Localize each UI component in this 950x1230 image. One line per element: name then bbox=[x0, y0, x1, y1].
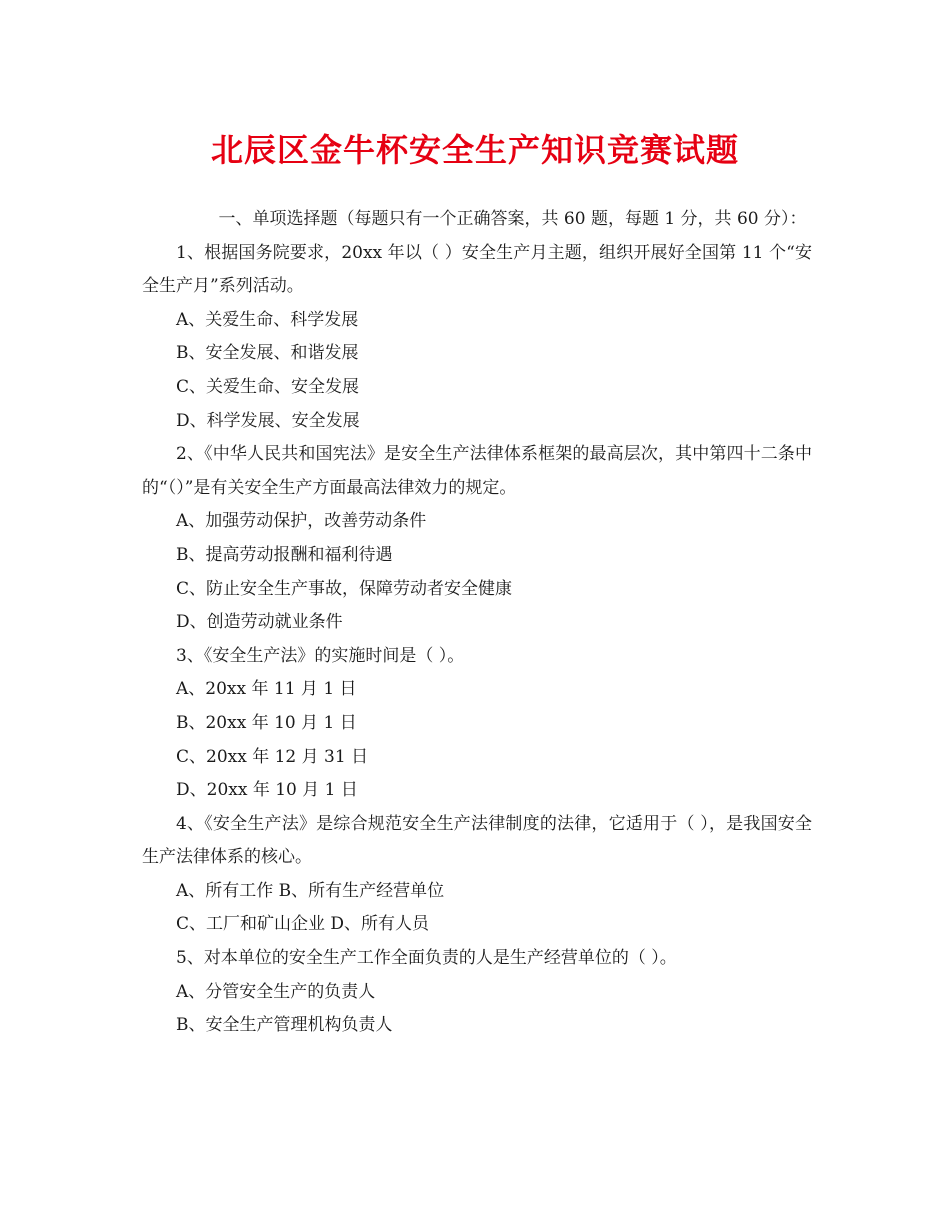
question-2-option-d: D、创造劳动就业条件 bbox=[176, 612, 343, 633]
question-4-options-ab: A、所有工作 B、所有生产经营单位 bbox=[176, 880, 445, 901]
question-3-option-d: D、20xx 年 10 月 1 日 bbox=[176, 780, 358, 801]
question-3-option-c: C、20xx 年 12 月 31 日 bbox=[176, 746, 369, 767]
question-1-option-d: D、科学发展、安全发展 bbox=[176, 410, 360, 431]
question-2: 2、《中华人民共和国宪法》是安全生产法律体系框架的最高层次，其中第四十二条中的“（）”是有关安全生产方面最高法律效力的规定。 bbox=[142, 444, 812, 498]
question-3: 3、《安全生产法》的实施时间是（ ）。 bbox=[176, 645, 465, 666]
question-4-options-cd: C、工厂和矿山企业 D、所有人员 bbox=[176, 914, 430, 935]
question-4: 4、《安全生产法》是综合规范安全生产法律制度的法律，它适用于（ ），是我国安全生产法律体系的核心。 bbox=[142, 813, 812, 868]
question-1-option-c: C、关爱生命、安全发展 bbox=[176, 376, 360, 397]
question-1: 1、根据国务院要求，20xx 年以（ ）安全生产月主题，组织开展好全国第 11 个“安全生产月”系列活动。 bbox=[142, 242, 812, 297]
question-2-option-b: B、提高劳动报酬和福利待遇 bbox=[176, 544, 393, 565]
section-heading: 一、单项选择题（每题只有一个正确答案，共 60 题，每题 1 分，共 60 分）： bbox=[218, 209, 807, 229]
question-5: 5、对本单位的安全生产工作全面负责的人是生产经营单位的（ ）。 bbox=[176, 948, 677, 969]
question-2-option-a: A、加强劳动保护，改善劳动条件 bbox=[176, 511, 427, 532]
question-1-option-b: B、安全发展、和谐发展 bbox=[176, 343, 359, 364]
question-3-option-a: A、20xx 年 11 月 1 日 bbox=[176, 679, 357, 700]
document-title: 北辰区金牛杯安全生产知识竞赛试题 bbox=[210, 131, 739, 169]
question-1-option-a: A、关爱生命、科学发展 bbox=[176, 309, 359, 330]
question-5-option-b: B、安全生产管理机构负责人 bbox=[176, 1015, 393, 1036]
document-body bbox=[142, 203, 812, 1043]
question-2-option-c: C、防止安全生产事故，保障劳动者安全健康 bbox=[176, 578, 513, 599]
question-5-option-a: A、分管安全生产的负责人 bbox=[176, 981, 376, 1002]
question-3-option-b: B、20xx 年 10 月 1 日 bbox=[176, 712, 357, 733]
